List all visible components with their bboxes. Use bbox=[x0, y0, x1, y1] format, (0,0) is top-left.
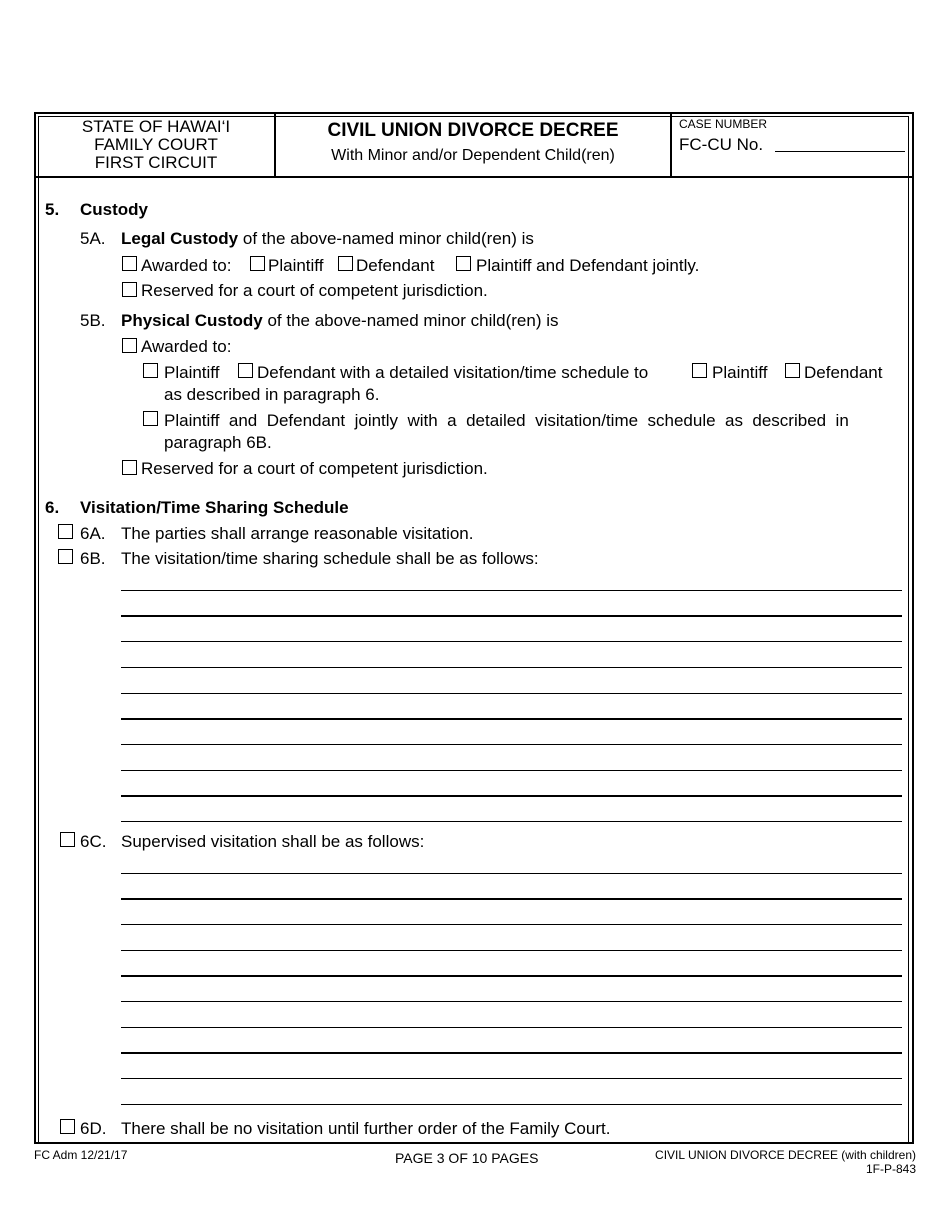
schedule-writing-line[interactable] bbox=[121, 718, 902, 720]
schedule-writing-line[interactable] bbox=[121, 590, 902, 591]
case-number-field[interactable] bbox=[775, 151, 905, 152]
6a-checkbox[interactable] bbox=[58, 524, 73, 539]
legal-reserved-checkbox[interactable] bbox=[122, 282, 137, 297]
legal-awarded-label: Awarded to: bbox=[141, 256, 232, 275]
physical-plaintiff-label: Plaintiff bbox=[164, 363, 220, 382]
document-title: CIVIL UNION DIVORCE DECREE bbox=[327, 120, 619, 141]
header-divider bbox=[34, 176, 914, 178]
supervised-writing-line[interactable] bbox=[121, 1078, 902, 1079]
schedule-plaintiff-checkbox[interactable] bbox=[692, 363, 707, 378]
legal-plaintiff-checkbox[interactable] bbox=[250, 256, 265, 271]
supervised-writing-line[interactable] bbox=[121, 898, 902, 900]
supervised-writing-line[interactable] bbox=[121, 1052, 902, 1054]
supervised-writing-line[interactable] bbox=[121, 873, 902, 874]
supervised-writing-line[interactable] bbox=[121, 1104, 902, 1105]
legal-custody-label: Legal Custody bbox=[121, 229, 239, 248]
physical-reserved-label: Reserved for a court of competent jurisdiction. bbox=[141, 459, 488, 478]
physical-reserved-checkbox[interactable] bbox=[122, 460, 137, 475]
supervised-writing-line[interactable] bbox=[121, 924, 902, 925]
supervised-writing-line[interactable] bbox=[121, 1001, 902, 1002]
section-6a-number: 6A. bbox=[80, 524, 106, 543]
schedule-writing-line[interactable] bbox=[121, 667, 902, 668]
schedule-writing-line[interactable] bbox=[121, 821, 902, 822]
section-5-heading: Custody bbox=[80, 200, 148, 219]
physical-jointly-label: Plaintiff and Defendant jointly with a detailed visitation/time schedule as described in bbox=[164, 411, 849, 430]
physical-awarded-label: Awarded to: bbox=[141, 337, 232, 356]
legal-awarded-checkbox[interactable] bbox=[122, 256, 137, 271]
schedule-writing-line[interactable] bbox=[121, 744, 902, 745]
section-5b-number: 5B. bbox=[80, 311, 106, 330]
physical-custody-label: Physical Custody bbox=[121, 311, 263, 330]
schedule-plaintiff-label: Plaintiff bbox=[712, 363, 768, 382]
legal-custody-line bbox=[121, 229, 534, 249]
header-inner-right-rule bbox=[908, 116, 909, 176]
section-6b-text: The visitation/time sharing schedule shall be as follows: bbox=[121, 549, 539, 568]
form-id: FC Adm 12/21/17 bbox=[34, 1148, 128, 1162]
court-name bbox=[38, 118, 274, 172]
physical-jointly-ref: paragraph 6B. bbox=[164, 433, 272, 452]
case-number-label: CASE NUMBER bbox=[679, 117, 768, 131]
legal-jointly-checkbox[interactable] bbox=[456, 256, 471, 271]
supervised-writing-line[interactable] bbox=[121, 950, 902, 951]
physical-custody-line bbox=[121, 311, 558, 331]
section-6d-text: There shall be no visitation until further order of the Family Court. bbox=[121, 1119, 611, 1138]
section-6c-number: 6C. bbox=[80, 832, 107, 851]
schedule-defendant-checkbox[interactable] bbox=[785, 363, 800, 378]
6d-checkbox[interactable] bbox=[60, 1119, 75, 1134]
schedule-writing-line[interactable] bbox=[121, 795, 902, 797]
footer-doc-title: CIVIL UNION DIVORCE DECREE (with children) bbox=[655, 1148, 916, 1162]
schedule-writing-line[interactable] bbox=[121, 770, 902, 771]
section-6d-number: 6D. bbox=[80, 1119, 107, 1138]
legal-jointly-label: Plaintiff and Defendant jointly. bbox=[476, 256, 700, 275]
physical-defendant-checkbox[interactable] bbox=[238, 363, 253, 378]
case-number-prefix: FC-CU No. bbox=[679, 135, 764, 154]
6b-checkbox[interactable] bbox=[58, 549, 73, 564]
section-6-number: 6. bbox=[45, 498, 60, 517]
document-subtitle: With Minor and/or Dependent Child(ren) bbox=[331, 147, 615, 164]
physical-plaintiff-checkbox[interactable] bbox=[143, 363, 158, 378]
court-line: FIRST CIRCUIT bbox=[94, 153, 218, 172]
section-5-number: 5. bbox=[45, 200, 60, 219]
physical-jointly-checkbox[interactable] bbox=[143, 411, 158, 426]
page-number: PAGE 3 OF 10 PAGES bbox=[395, 1150, 539, 1166]
supervised-writing-line[interactable] bbox=[121, 1027, 902, 1028]
body-inner-left-rule bbox=[38, 178, 39, 1142]
body-inner-right-rule bbox=[908, 178, 909, 1142]
legal-reserved-label: Reserved for a court of competent jurisdiction. bbox=[141, 281, 488, 300]
6c-checkbox[interactable] bbox=[60, 832, 75, 847]
court-line: STATE OF HAWAI‘I bbox=[81, 117, 231, 136]
form-code: 1F-P-843 bbox=[865, 1162, 916, 1176]
legal-defendant-label: Defendant bbox=[356, 256, 435, 275]
section-6a-text: The parties shall arrange reasonable visitation. bbox=[121, 524, 474, 543]
section-6c-text: Supervised visitation shall be as follows: bbox=[121, 832, 425, 851]
section-6b-number: 6B. bbox=[80, 549, 106, 568]
schedule-writing-line[interactable] bbox=[121, 693, 902, 694]
legal-plaintiff-label: Plaintiff bbox=[268, 256, 324, 275]
section-6-heading: Visitation/Time Sharing Schedule bbox=[80, 498, 349, 517]
physical-defendant-schedule-label: Defendant with a detailed visitation/time schedule to bbox=[257, 363, 649, 382]
section-5a-number: 5A. bbox=[80, 229, 106, 248]
legal-defendant-checkbox[interactable] bbox=[338, 256, 353, 271]
schedule-paragraph-ref: as described in paragraph 6. bbox=[164, 385, 380, 404]
physical-awarded-checkbox[interactable] bbox=[122, 338, 137, 353]
header-separator bbox=[670, 112, 672, 176]
schedule-defendant-label: Defendant bbox=[804, 363, 883, 382]
supervised-writing-line[interactable] bbox=[121, 975, 902, 977]
schedule-writing-line[interactable] bbox=[121, 641, 902, 642]
legal-custody-text: of the above-named minor child(ren) is bbox=[242, 229, 534, 248]
court-line: FAMILY COURT bbox=[94, 135, 218, 154]
schedule-writing-line[interactable] bbox=[121, 615, 902, 617]
physical-custody-text: of the above-named minor child(ren) is bbox=[267, 311, 559, 330]
